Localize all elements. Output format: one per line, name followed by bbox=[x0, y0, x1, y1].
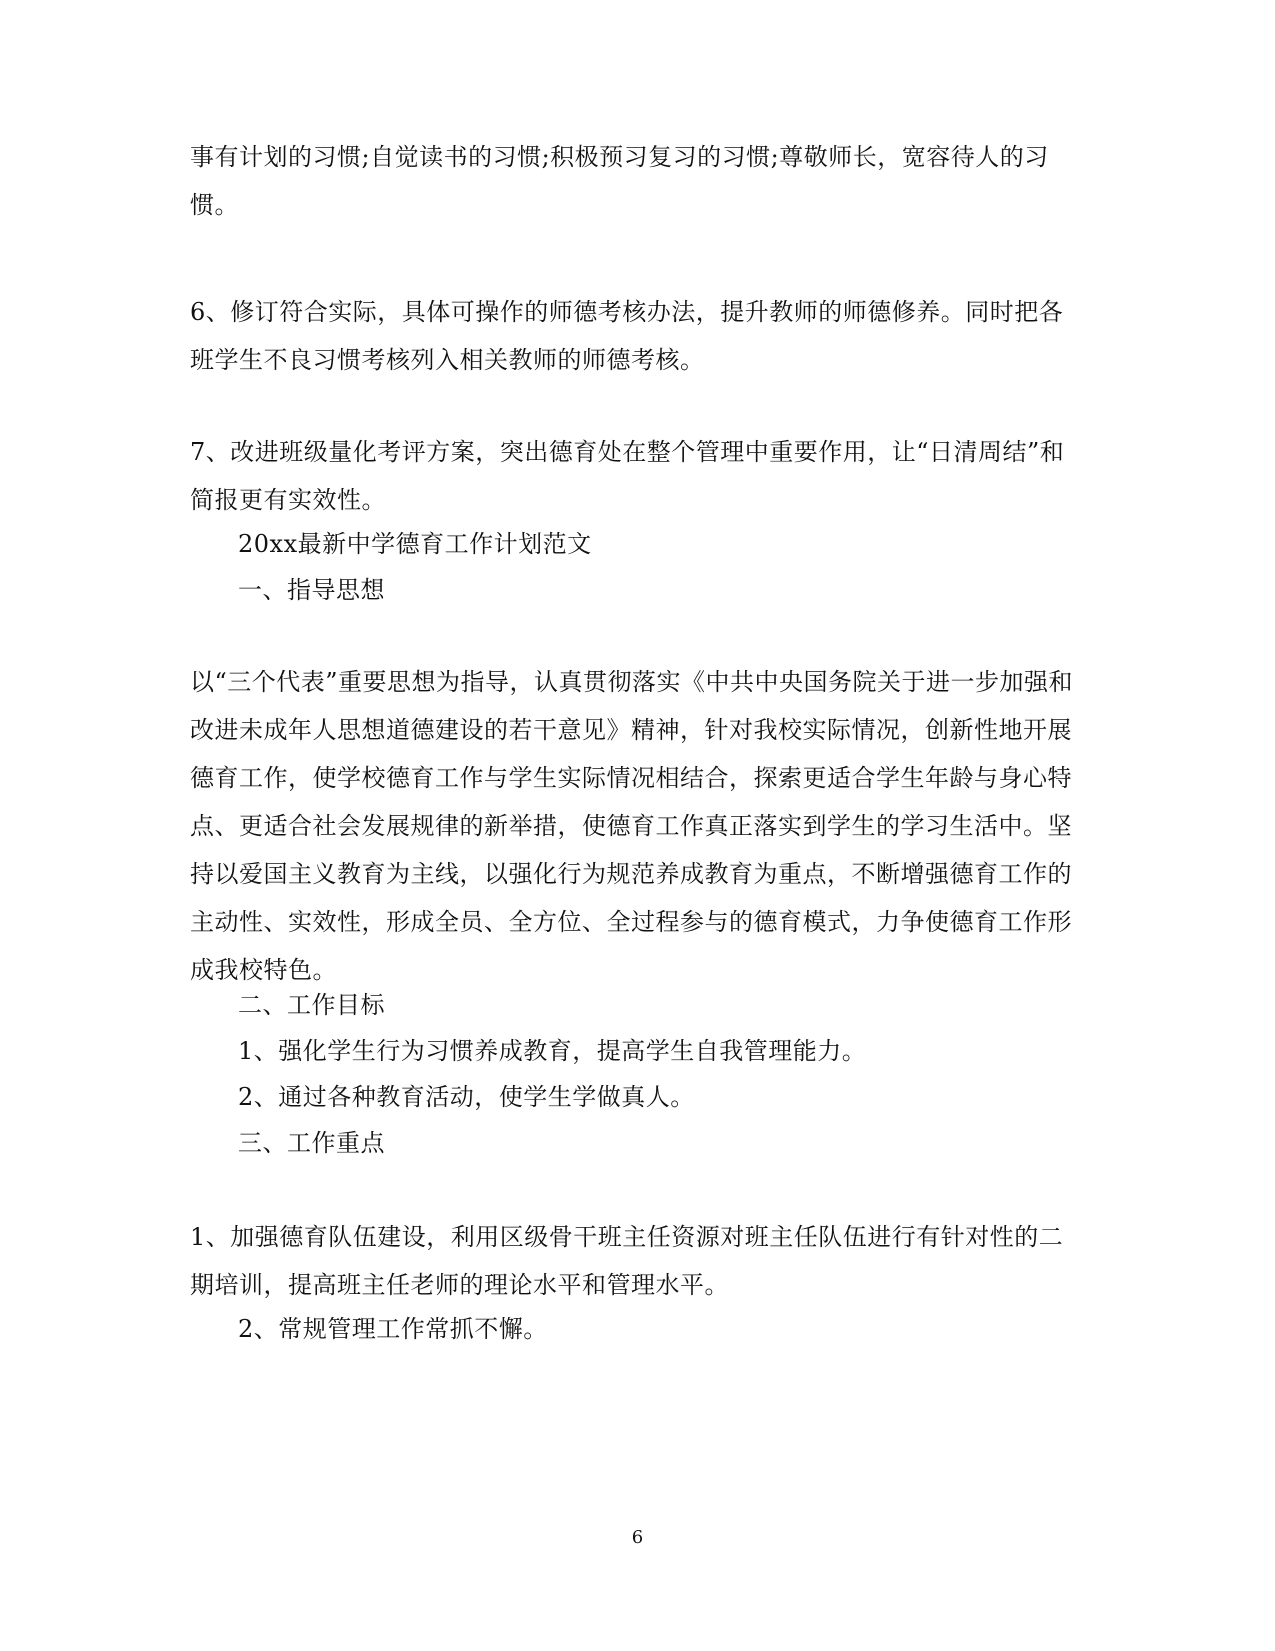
section-heading-guiding-thought: 一、指导思想 bbox=[238, 576, 385, 604]
page-number: 6 bbox=[631, 1527, 644, 1548]
section-heading-work-goals: 二、工作目标 bbox=[238, 991, 385, 1019]
goal-item-2: 2、通过各种教育活动，使学生学做真人。 bbox=[238, 1083, 695, 1111]
section-heading-work-focus: 三、工作重点 bbox=[238, 1129, 385, 1157]
paragraph-item-7: 7、改进班级量化考评方案，突出德育处在整个管理中重要作用，让“日清周结”和简报更有实效性。 bbox=[190, 438, 1065, 514]
focus-item-2: 2、常规管理工作常抓不懈。 bbox=[238, 1315, 548, 1343]
paragraph-habits-continued: 事有计划的习惯;自觉读书的习惯;积极预习复习的习惯;尊敬师长，宽容待人的习惯。 bbox=[190, 143, 1049, 219]
focus-item-1: 1、加强德育队伍建设，利用区级骨干班主任资源对班主任队伍进行有针对性的二期培训，提高班主任老师的理论水平和管理水平。 bbox=[190, 1223, 1064, 1299]
paragraph-item-6: 6、修订符合实际，具体可操作的师德考核办法，提升教师的师德修养。同时把各班学生不良习惯考核列入相关教师的师德考核。 bbox=[190, 298, 1064, 374]
document-title: 20xx最新中学德育工作计划范文 bbox=[238, 530, 592, 558]
paragraph-guiding-thought: 以“三个代表”重要思想为指导，认真贯彻落实《中共中央国务院关于进一步加强和改进未成年人思想道德建设的若干意见》精神，针对我校实际情况，创新性地开展德育工作，使学校德育工作与学生实际情况相结合，探索更适合学生年龄与身心特点、更适合社会发展规律的新举措，使德育工作真正落实到学生的学习生活中。坚持以爱国主义教育为主线，以强化行为规范养成教育为重点，不断增强德育工作的主动性、实效性，形成全员、全方位、全过程参与的德育模式，力争使德育工作形成我校特色。 bbox=[190, 668, 1074, 984]
goal-item-1: 1、强化学生行为习惯养成教育，提高学生自我管理能力。 bbox=[238, 1037, 867, 1065]
